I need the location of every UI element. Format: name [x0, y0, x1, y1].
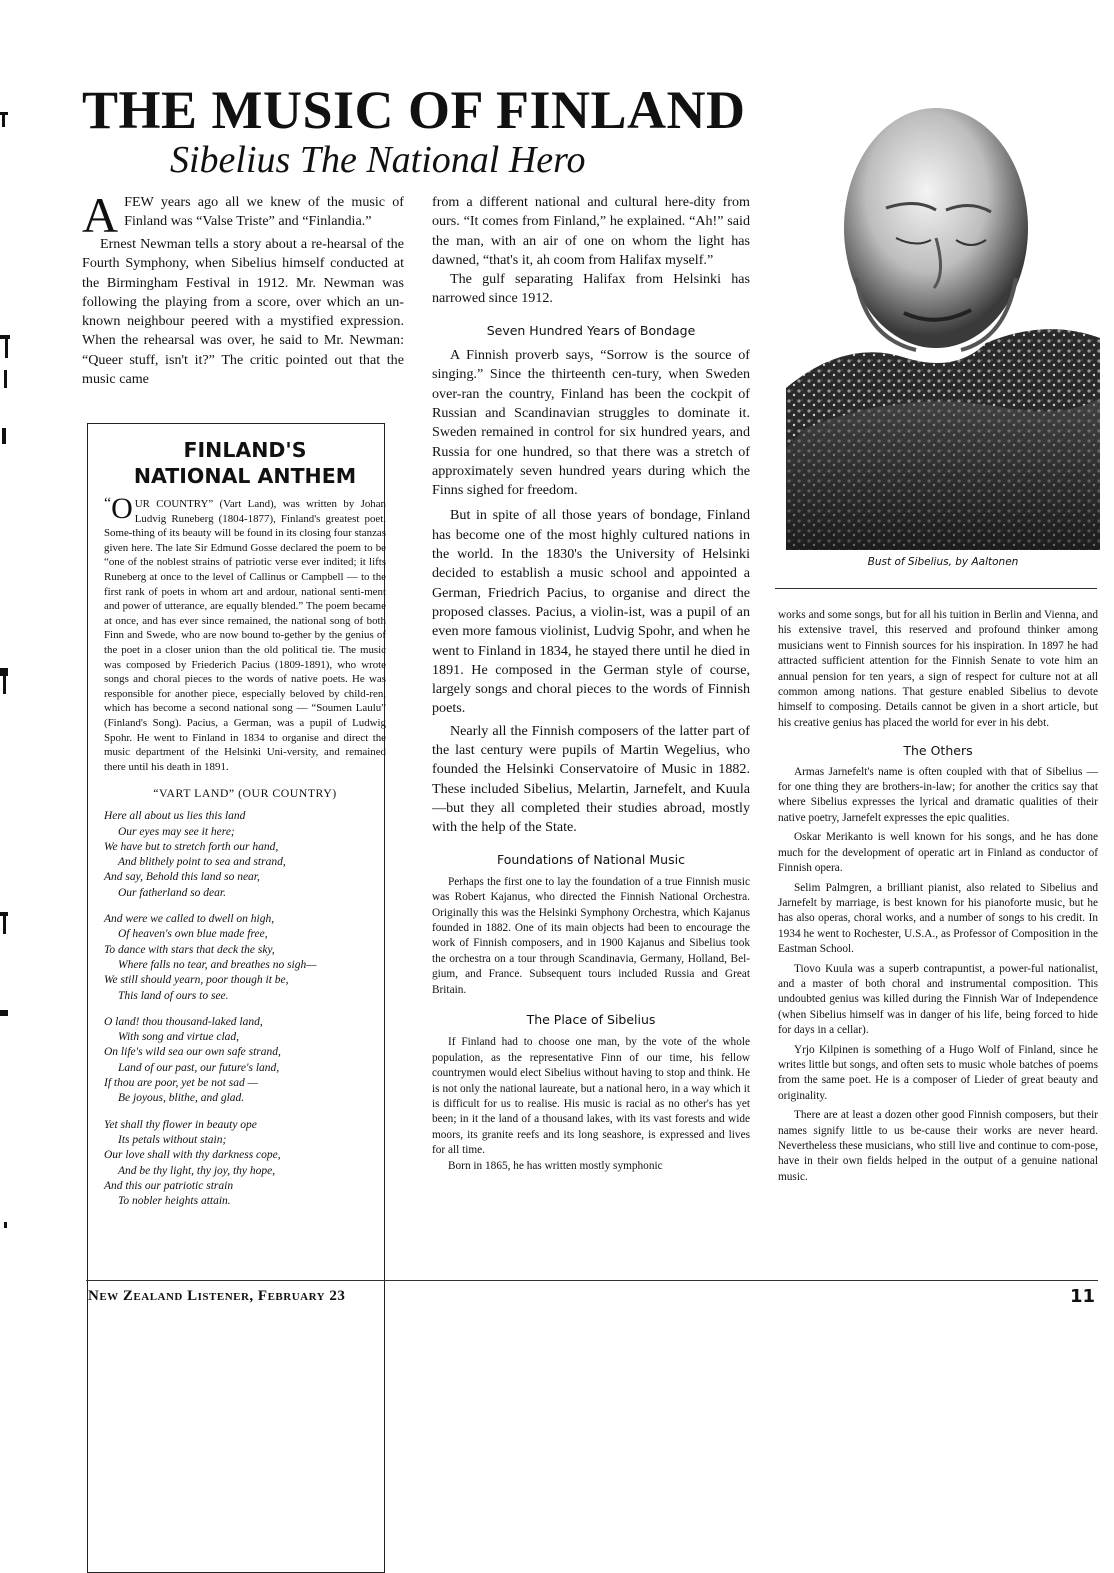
poem-line: We have but to stretch forth our hand, — [104, 840, 279, 853]
paragraph: The gulf separating Halifax from Helsinki has narrowed since 1912. — [432, 271, 750, 307]
anthem-title: FINLAND'S NATIONAL ANTHEM — [133, 438, 357, 488]
poem-line: Its petals without stain; — [118, 1133, 227, 1146]
anthem-sidebar-content — [104, 437, 386, 1220]
poem-line: Our love shall with thy darkness cope, — [104, 1149, 281, 1162]
poem-line: Be joyous, blithe, and glad. — [118, 1092, 245, 1105]
poem-line: And this our patriotic strain — [104, 1179, 234, 1192]
poem-line: Our eyes may see it here; — [118, 825, 235, 838]
margin-mark — [5, 338, 8, 358]
page-subtitle: Sibelius The National Hero — [170, 139, 586, 181]
paragraph: Oskar Merikanto is well known for his songs, and he has done much for the development of operatic art in Finland as conductor of Finnish opera. — [778, 831, 1098, 875]
margin-mark — [2, 113, 5, 127]
anthem-open-quote: “ — [104, 495, 112, 512]
poem-line: To dance with stars that deck the sky, — [104, 943, 275, 956]
poem-line: Land of our past, our future's land, — [118, 1061, 280, 1074]
anthem-drop-cap: O — [111, 492, 133, 525]
publication-footer: New Zealand Listener, February 23 — [88, 1288, 346, 1304]
paragraph: Born in 1865, he has written mostly symphonic — [448, 1159, 663, 1172]
poem-line: Where falls no tear, and breathes no sigh— — [118, 958, 317, 971]
paragraph: Armas Jarnefelt's name is often coupled with that of Sibelius — for one thing they are brothers-in-law; for another the critics say that where Sibelius expresses the lyrical and dramatic qualities of their native poetry, Jarnefelt expresses the epic qualities. — [778, 765, 1098, 824]
section-heading: Seven Hundred Years of Bondage — [486, 322, 696, 338]
poem-line: O land! thou thousand-laked land, — [104, 1015, 263, 1028]
paragraph: If Finland had to choose one man, by the vote of the whole population, as the representative Finn of our time, his fellow countrymen would elect Sibelius without having to stop and think. He is not only the national laureate, but a national hero, in a way which it is difficult for us to realise. His music is racial as no other's has yet been; in it the land of a thousand lakes, with its vast forests and wide moors, its granite reefs and its long seashore, is expressed and lives for all time. — [432, 1036, 750, 1157]
poem-line: Yet shall thy flower in beauty ope — [104, 1118, 257, 1131]
paragraph: Yrjo Kilpinen is something of a Hugo Wolf of Finland, since he writes little but songs, and often sets to music whole batches of poems from the same poet. He is a composer of Lieder of great beauty and originality. — [778, 1043, 1098, 1102]
intro-paragraph-1: AFEW years ago all we knew of the music of Finland was “Valse Triste” and “Finlandia.” — [82, 187, 404, 243]
poem-line: If thou are poor, yet be not sad — — [104, 1077, 258, 1090]
paragraph: from a different national and cultural here-dity from ours. “It comes from Finland,” he explained. “Ah!” said the man, with an air of one on whom the light has dawned, “that's it, ah coom from Halifax myself.” — [432, 194, 750, 268]
poem-line: And blithely point to sea and strand, — [118, 856, 286, 869]
paragraph: Selim Palmgren, a brilliant pianist, also related to Sibelius and Jarnefelt by marriage, is best known for his pianoforte music, but he has also operas, choral works, and a number of songs to his credit. In 1934 he went to Rochester, U.S.A., as Professor of Composition in the Eastman School. — [778, 881, 1098, 956]
divider — [775, 588, 1097, 589]
middle-column — [432, 193, 750, 1174]
margin-mark — [0, 1010, 8, 1016]
intro-column — [82, 187, 404, 389]
margin-mark — [2, 428, 6, 444]
paragraph: Tiovo Kuula was a superb contrapuntist, a power-ful nationalist, and a master of both choral and instrumental composition. This undoubted genius was killed during the Finnish War of Independence (when Sibelius himself was in danger of his life, being forced to hide for days in a cellar). — [778, 962, 1098, 1037]
poem-line: On life's wild sea our own safe strand, — [104, 1046, 281, 1059]
margin-mark — [4, 370, 7, 388]
poem-line: With song and virtue clad, — [118, 1031, 240, 1044]
poem-stanzas — [104, 809, 386, 1209]
intro-paragraph-2: Ernest Newman tells a story about a re-hearsal of the Fourth Symphony, when Sibelius himself conducted at the Birmingham Festival in 1912. Mr. Newman was following the playing from a score, over which an un-known neighbour peered with a mystified expression. When the rehearsal was over, he said to Mr. Newman: “Queer stuff, isn't it?” The critic pointed out that the music came — [82, 236, 404, 388]
bust-photo-icon — [786, 88, 1100, 550]
section-heading: Foundations of National Music — [497, 851, 685, 867]
paragraph: A Finnish proverb says, “Sorrow is the source of singing.” Since the thirteenth cen-tury, when Sweden over-ran the country, Finland has been the cockpit of Russian and Scandinavian struggles to dominate it. Sweden remained in control for six hundred years, and Russia for one hundred, so that there was a stretch of approximately seven hundred years during which the Finns sighed for freedom. — [432, 347, 750, 499]
poem-line: Here all about us lies this land — [104, 810, 246, 823]
margin-mark — [3, 676, 6, 694]
poem-title: “VART LAND” (OUR COUNTRY) — [153, 786, 337, 801]
footer-rule — [86, 1280, 1098, 1281]
margin-mark — [0, 668, 8, 676]
paragraph: works and some songs, but for all his tuition in Berlin and Vienna, and his extensive travel, this reserved and profound thinker among musicians went to Finnish sources for his inspiration. In 1897 he had attracted sufficient attention for the Finnish Senate to vote him an annual pension for ten years, a sign of respect for culture not at all common among nations. That gesture enabled Sibelius to devote himself to composing. Details cannot be given in a short article, but his creative genius has placed the world for ever in his debt. — [778, 609, 1098, 729]
bust-photo — [786, 88, 1100, 550]
margin-mark — [4, 1222, 7, 1228]
poem-line: Of heaven's own blue made free, — [118, 928, 268, 941]
drop-cap: A — [82, 187, 119, 243]
poem-line: Our fatherland so dear. — [118, 886, 226, 899]
anthem-description: “ O UR COUNTRY” (Vart Land), was written by Johan Ludvig Runeberg (1804-1877), Finland's greatest poet. Some-thing of its beauty will be found in its closing four stanzas given here. The late Sir Edmund Gosse declared the poem to be “one of the noblest strains of patriotic verse ever indited; it lifts Runeberg at once to the level of Callinus or Campbell — to the first rank of poets in whom art and ardour, national senti-ment and power of utterance, are equally blended.” The poem became at once, and has ever since remained, the national song of both Finn and Swede, who are now bound to-gether by the genius of the poet in a closer union than the old political tie. The music was composed by Friederich Pacius (1809-1891), who wrote songs and choral pieces to the words of native poets. He was responsible for another piece, especially beloved by child-ren, which has become a second national song — “Soumen Laulu” (Finland's Song). Pacius, a German, was a pupil of Ludwig Spohr. He went to Finland in 1834 to organise and direct the music department of the Helsinki Uni-versity, and remained there until his death in 1891. — [104, 492, 386, 773]
paragraph: Perhaps the first one to lay the foundation of a true Finnish music was Robert Kajanus, who directed the Finnish National Orchestra. Originally this was the Helsinki Symphony Orchestra, which Kajanus founded in 1882. One of its main objects had been to encourage the work of Finnish composers, and in 1900 Kajanus and Sibelius took the orchestra on a tour through Scandinavia, Germany, Holland, Bel-gium, and France. Subsequent tours included Russia and Great Britain. — [432, 875, 750, 996]
paragraph: Nearly all the Finnish composers of the latter part of the last century were pupils of Martin Wegelius, who founded the Helsinki Conservatoire of Music in 1882. These included Sibelius, Melartin, Jarnefelt, and Kuula—but they all completed their studies abroad, mostly with the help of the State. — [432, 722, 750, 836]
small-text-block — [432, 1035, 750, 1174]
poem-line: And be thy light, thy joy, thy hope, — [118, 1164, 276, 1177]
section-heading: The Others — [903, 743, 973, 759]
poem-line: This land of ours to see. — [118, 989, 229, 1002]
margin-mark — [3, 916, 6, 934]
right-column — [778, 608, 1098, 1185]
small-text-block — [432, 875, 750, 998]
page-title: THE MUSIC OF FINLAND — [82, 80, 746, 140]
poem-stanza — [104, 809, 386, 901]
photo-caption: Bust of Sibelius, by Aaltonen — [867, 556, 1019, 568]
page-number: 11 — [1070, 1286, 1096, 1307]
poem-line: And say, Behold this land so near, — [104, 871, 260, 884]
poem-stanza — [104, 1118, 386, 1210]
poem-line: And were we called to dwell on high, — [104, 913, 275, 926]
paragraph: But in spite of all those years of bondage, Finland has become one of the most highly cultured nations in the world. In the 1830's the University of Helsinki decided to establish a music school and appointed a German, Friedrich Pacius, to organise and direct the proposed classes. Pacius, a violin-ist, was a pupil of an even more famous violinist, Ludvig Spohr, and when he went to Finland in 1834, he stayed there until he died in 1891. He composed in the German style of course, largely songs and choral pieces to the words of Finnish poets. — [432, 507, 750, 717]
poem-line: To nobler heights attain. — [118, 1195, 231, 1208]
section-heading: The Place of Sibelius — [526, 1012, 656, 1028]
poem-stanza — [104, 1015, 386, 1107]
poem-line: We still should yearn, poor though it be, — [104, 974, 289, 987]
paragraph: There are at least a dozen other good Finnish composers, but their names signify little to us be-cause their works are never heard. Nevertheless these musicians, who still live and continue to com-pose, have in their own fields helped in the output of a genuine national music. — [778, 1109, 1098, 1183]
poem-stanza — [104, 912, 386, 1004]
